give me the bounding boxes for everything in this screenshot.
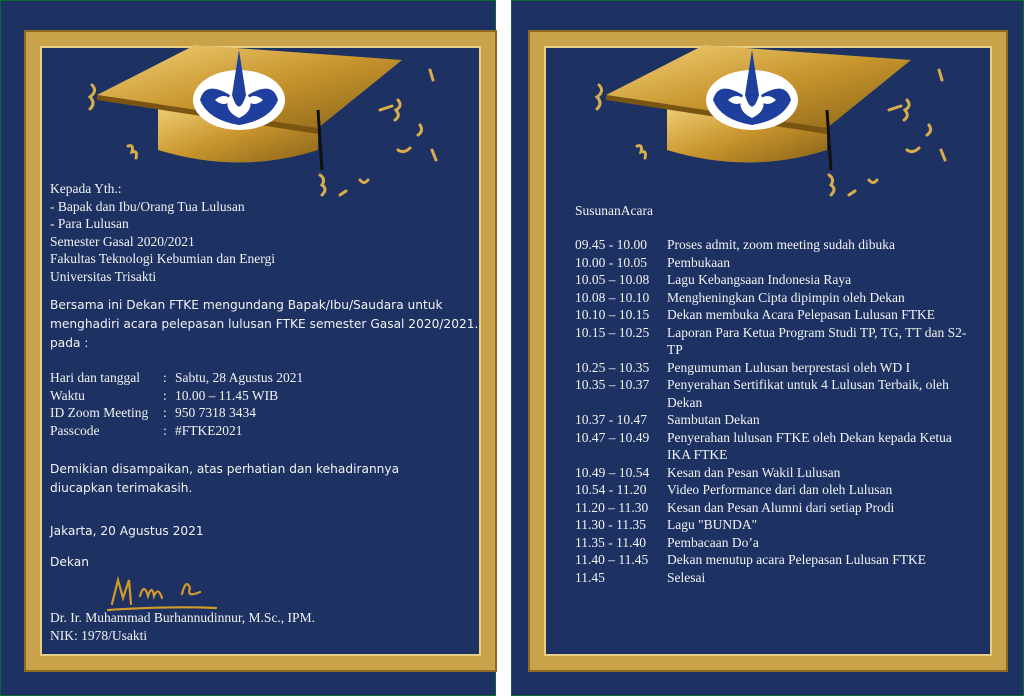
detail-value: #FTKE2021 — [175, 422, 243, 438]
schedule-activity: Penyerahan Sertifikat untuk 4 Lulusan Terbaik, oleh Dekan — [667, 377, 949, 410]
signature-image — [108, 580, 216, 610]
schedule-time: 10.10 – 10.15 — [575, 307, 650, 322]
schedule-activity: Dekan menutup acara Pelepasan Lulusan FTKE — [667, 552, 927, 567]
schedule-time: 10.08 – 10.10 — [575, 289, 650, 305]
schedule-row — [575, 306, 967, 324]
schedule-time: 10.37 - 10.47 — [575, 412, 647, 427]
detail-value: 950 7318 3434 — [175, 405, 256, 420]
schedule-activity: Kesan dan Pesan Alumni dari setiap Prodi — [667, 499, 895, 515]
invitation-page — [0, 0, 496, 696]
schedule-activity: Selesai — [667, 569, 706, 585]
schedule-activity: Laporan Para Ketua Program Studi TP, TG, TT dan S2-TP — [667, 324, 967, 357]
schedule-time: 11.20 – 11.30 — [575, 499, 649, 515]
recipient-line: - Bapak dan Ibu/Orang Tua Lulusan — [50, 198, 245, 214]
schedule-time: 11.35 - 11.40 — [575, 534, 646, 550]
schedule-activity: Sambutan Dekan — [667, 412, 760, 427]
schedule-row — [575, 464, 967, 482]
event-details — [50, 369, 303, 439]
body-paragraph — [50, 296, 478, 353]
schedule-activity: Pembacaan Do’a — [667, 534, 759, 550]
schedule-row — [575, 359, 967, 377]
schedule-time: 10.05 – 10.08 — [575, 272, 650, 287]
detail-separator: : — [163, 405, 167, 420]
recipient-block — [50, 180, 275, 285]
schedule-row — [575, 499, 967, 517]
detail-row — [50, 387, 303, 405]
schedule-time: 10.49 – 10.54 — [575, 464, 650, 480]
schedule-page — [511, 0, 1024, 696]
detail-separator: : — [163, 370, 167, 385]
closing-line: diucapkan terimakasih. — [50, 481, 193, 495]
schedule-activity: Penyerahan lulusan FTKE oleh Dekan kepada Ketua IKA FTKE — [667, 429, 952, 462]
schedule-activity: Mengheningkan Cipta dipimpin oleh Dekan — [667, 289, 905, 305]
schedule-row — [575, 271, 967, 289]
schedule-time: 11.40 – 11.45 — [575, 552, 649, 567]
detail-label: Waktu — [50, 387, 85, 403]
schedule-row — [575, 236, 967, 254]
schedule-row — [575, 569, 967, 587]
detail-label: ID Zoom Meeting — [50, 405, 149, 420]
closing-paragraph — [50, 460, 399, 498]
schedule-title: SusunanAcara — [575, 203, 653, 218]
schedule-row — [575, 324, 967, 359]
schedule-time: 10.00 - 10.05 — [575, 254, 647, 270]
schedule-time: 10.47 – 10.49 — [575, 429, 650, 445]
schedule-activity: Dekan membuka Acara Pelepasan Lulusan FTKE — [667, 307, 936, 322]
place-date: Jakarta, 20 Agustus 2021 — [50, 524, 204, 538]
schedule-time: 09.45 - 10.00 — [575, 237, 647, 252]
schedule-activity: Kesan dan Pesan Wakil Lulusan — [667, 464, 841, 480]
schedule-activity: Pengumuman Lulusan berprestasi oleh WD I — [667, 359, 911, 375]
schedule-activity: Lagu "BUNDA" — [667, 517, 758, 532]
schedule-time: 11.45 — [575, 569, 605, 585]
schedule-row — [575, 411, 967, 429]
schedule-time: 10.35 – 10.37 — [575, 377, 650, 392]
signatory-name: Dr. Ir. Muhammad Burhannudinnur, M.Sc., IPM. — [50, 610, 315, 625]
recipient-line: - Para Lulusan — [50, 216, 129, 231]
detail-label: Passcode — [50, 422, 100, 438]
schedule-row — [575, 481, 967, 499]
closing-line: Demikian disampaikan, atas perhatian dan kehadirannya — [50, 462, 400, 476]
recipient-line: Universitas Trisakti — [50, 268, 157, 284]
recipient-line: Kepada Yth.: — [50, 181, 122, 196]
schedule-time: 10.25 – 10.35 — [575, 359, 650, 375]
body-line: Bersama ini Dekan FTKE mengundang Bapak/Ibu/Saudara untuk — [50, 298, 443, 312]
detail-row — [50, 422, 303, 440]
schedule-row — [575, 516, 967, 534]
schedule-row — [575, 254, 967, 272]
signatory-nik: NIK: 1978/Usakti — [50, 628, 148, 643]
schedule-time: 11.30 - 11.35 — [575, 517, 646, 532]
detail-row — [50, 404, 303, 422]
schedule-time: 10.15 – 10.25 — [575, 324, 650, 340]
detail-label: Hari dan tanggal — [50, 370, 140, 385]
schedule-activity: Pembukaan — [667, 254, 730, 270]
schedule-list — [575, 236, 967, 586]
detail-value: Sabtu, 28 Agustus 2021 — [175, 370, 304, 385]
schedule-row — [575, 551, 967, 569]
detail-separator: : — [163, 422, 167, 438]
body-line: pada : — [50, 336, 89, 350]
signatory-position: Dekan — [50, 555, 89, 569]
schedule-row — [575, 429, 967, 464]
schedule-row — [575, 376, 967, 411]
detail-separator: : — [163, 387, 167, 403]
schedule-activity: Video Performance dari dan oleh Lulusan — [667, 482, 893, 497]
detail-row — [50, 369, 303, 387]
schedule-activity: Lagu Kebangsaan Indonesia Raya — [667, 272, 852, 287]
schedule-activity: Proses admit, zoom meeting sudah dibuka — [667, 237, 895, 252]
detail-value: 10.00 – 11.45 WIB — [175, 387, 279, 403]
body-line: menghadiri acara pelepasan lulusan FTKE semester Gasal 2020/2021. — [50, 317, 479, 331]
recipient-line: Semester Gasal 2020/2021 — [50, 233, 195, 249]
schedule-row — [575, 289, 967, 307]
schedule-row — [575, 534, 967, 552]
schedule-time: 10.54 - 11.20 — [575, 482, 647, 497]
recipient-line: Fakultas Teknologi Kebumian dan Energi — [50, 251, 276, 266]
